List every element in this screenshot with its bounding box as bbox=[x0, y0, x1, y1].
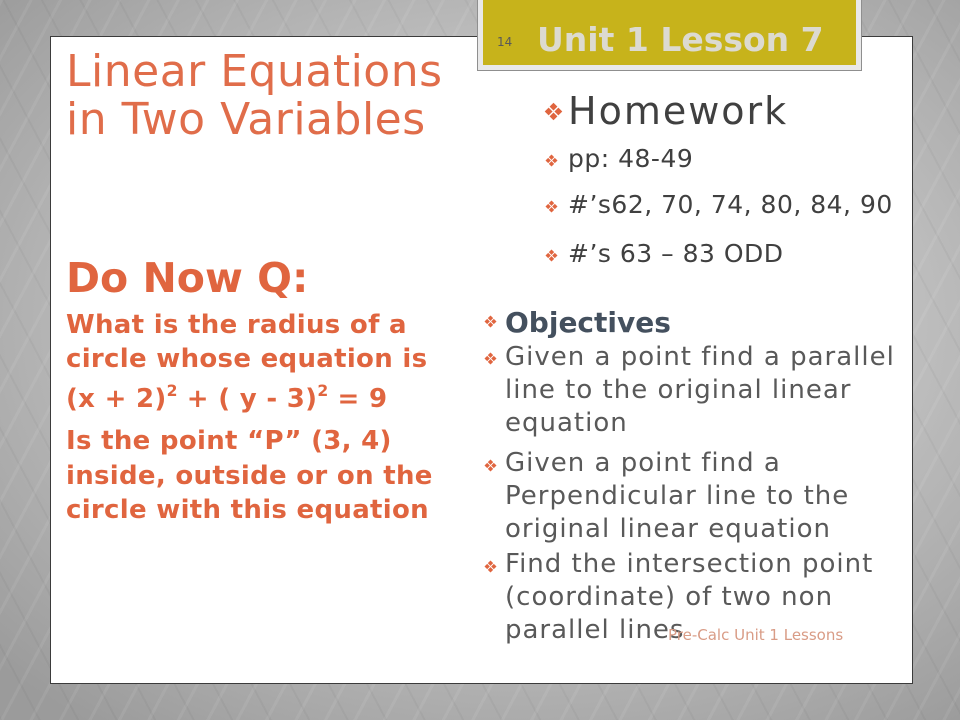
do-now-question-line: circle whose equation is bbox=[66, 344, 428, 374]
slide-title-line-1: Linear Equations bbox=[66, 46, 443, 97]
objective-item bbox=[505, 447, 849, 546]
objective-line: Given a point find a bbox=[505, 448, 781, 478]
objective-line: equation bbox=[505, 408, 628, 438]
diamond-bullet-icon bbox=[545, 154, 558, 167]
equation-left: (x + 2) bbox=[66, 384, 167, 414]
slide-title bbox=[66, 48, 443, 144]
diamond-bullet-icon bbox=[545, 249, 558, 262]
do-now-equation bbox=[66, 382, 387, 416]
equation-exponent: 2 bbox=[317, 382, 329, 401]
homework-item: #’s62, 70, 74, 80, 84, 90 bbox=[568, 190, 893, 219]
do-now-question-line: Is the point “P” (3, 4) bbox=[66, 426, 392, 456]
objective-line: Find the intersection point bbox=[505, 549, 874, 579]
diamond-bullet-icon bbox=[484, 459, 497, 472]
objectives-heading: Objectives bbox=[505, 306, 671, 339]
header-title: Unit 1 Lesson 7 bbox=[537, 20, 824, 59]
slide-number: 14 bbox=[497, 35, 513, 49]
diamond-bullet-icon bbox=[484, 352, 497, 365]
equation-right: = 9 bbox=[337, 384, 388, 414]
objective-line: Given a point find a parallel bbox=[505, 342, 895, 372]
slide-footer: Pre-Calc Unit 1 Lessons bbox=[668, 626, 844, 644]
objective-line: original linear equation bbox=[505, 514, 831, 544]
objective-line: line to the original linear bbox=[505, 375, 852, 405]
homework-item: pp: 48-49 bbox=[568, 144, 694, 173]
do-now-question-line: inside, outside or on the bbox=[66, 461, 433, 491]
diamond-bullet-icon bbox=[484, 560, 497, 573]
do-now-question-line: circle with this equation bbox=[66, 495, 429, 525]
do-now-question-line: What is the radius of a bbox=[66, 310, 407, 340]
objective-line: Perpendicular line to the bbox=[505, 481, 850, 511]
equation-middle: + ( y - 3) bbox=[186, 384, 318, 414]
objective-line: (coordinate) of two non bbox=[505, 582, 834, 612]
objective-item bbox=[505, 341, 895, 440]
diamond-bullet-icon bbox=[484, 315, 497, 328]
diamond-bullet-icon bbox=[544, 102, 563, 121]
equation-exponent: 2 bbox=[166, 382, 178, 401]
do-now-heading: Do Now Q: bbox=[66, 254, 309, 302]
slide-title-line-2: in Two Variables bbox=[66, 94, 426, 145]
homework-item: #’s 63 – 83 ODD bbox=[568, 239, 784, 268]
homework-heading: Homework bbox=[568, 89, 789, 133]
diamond-bullet-icon bbox=[545, 200, 558, 213]
objective-line: parallel lines bbox=[505, 615, 685, 645]
